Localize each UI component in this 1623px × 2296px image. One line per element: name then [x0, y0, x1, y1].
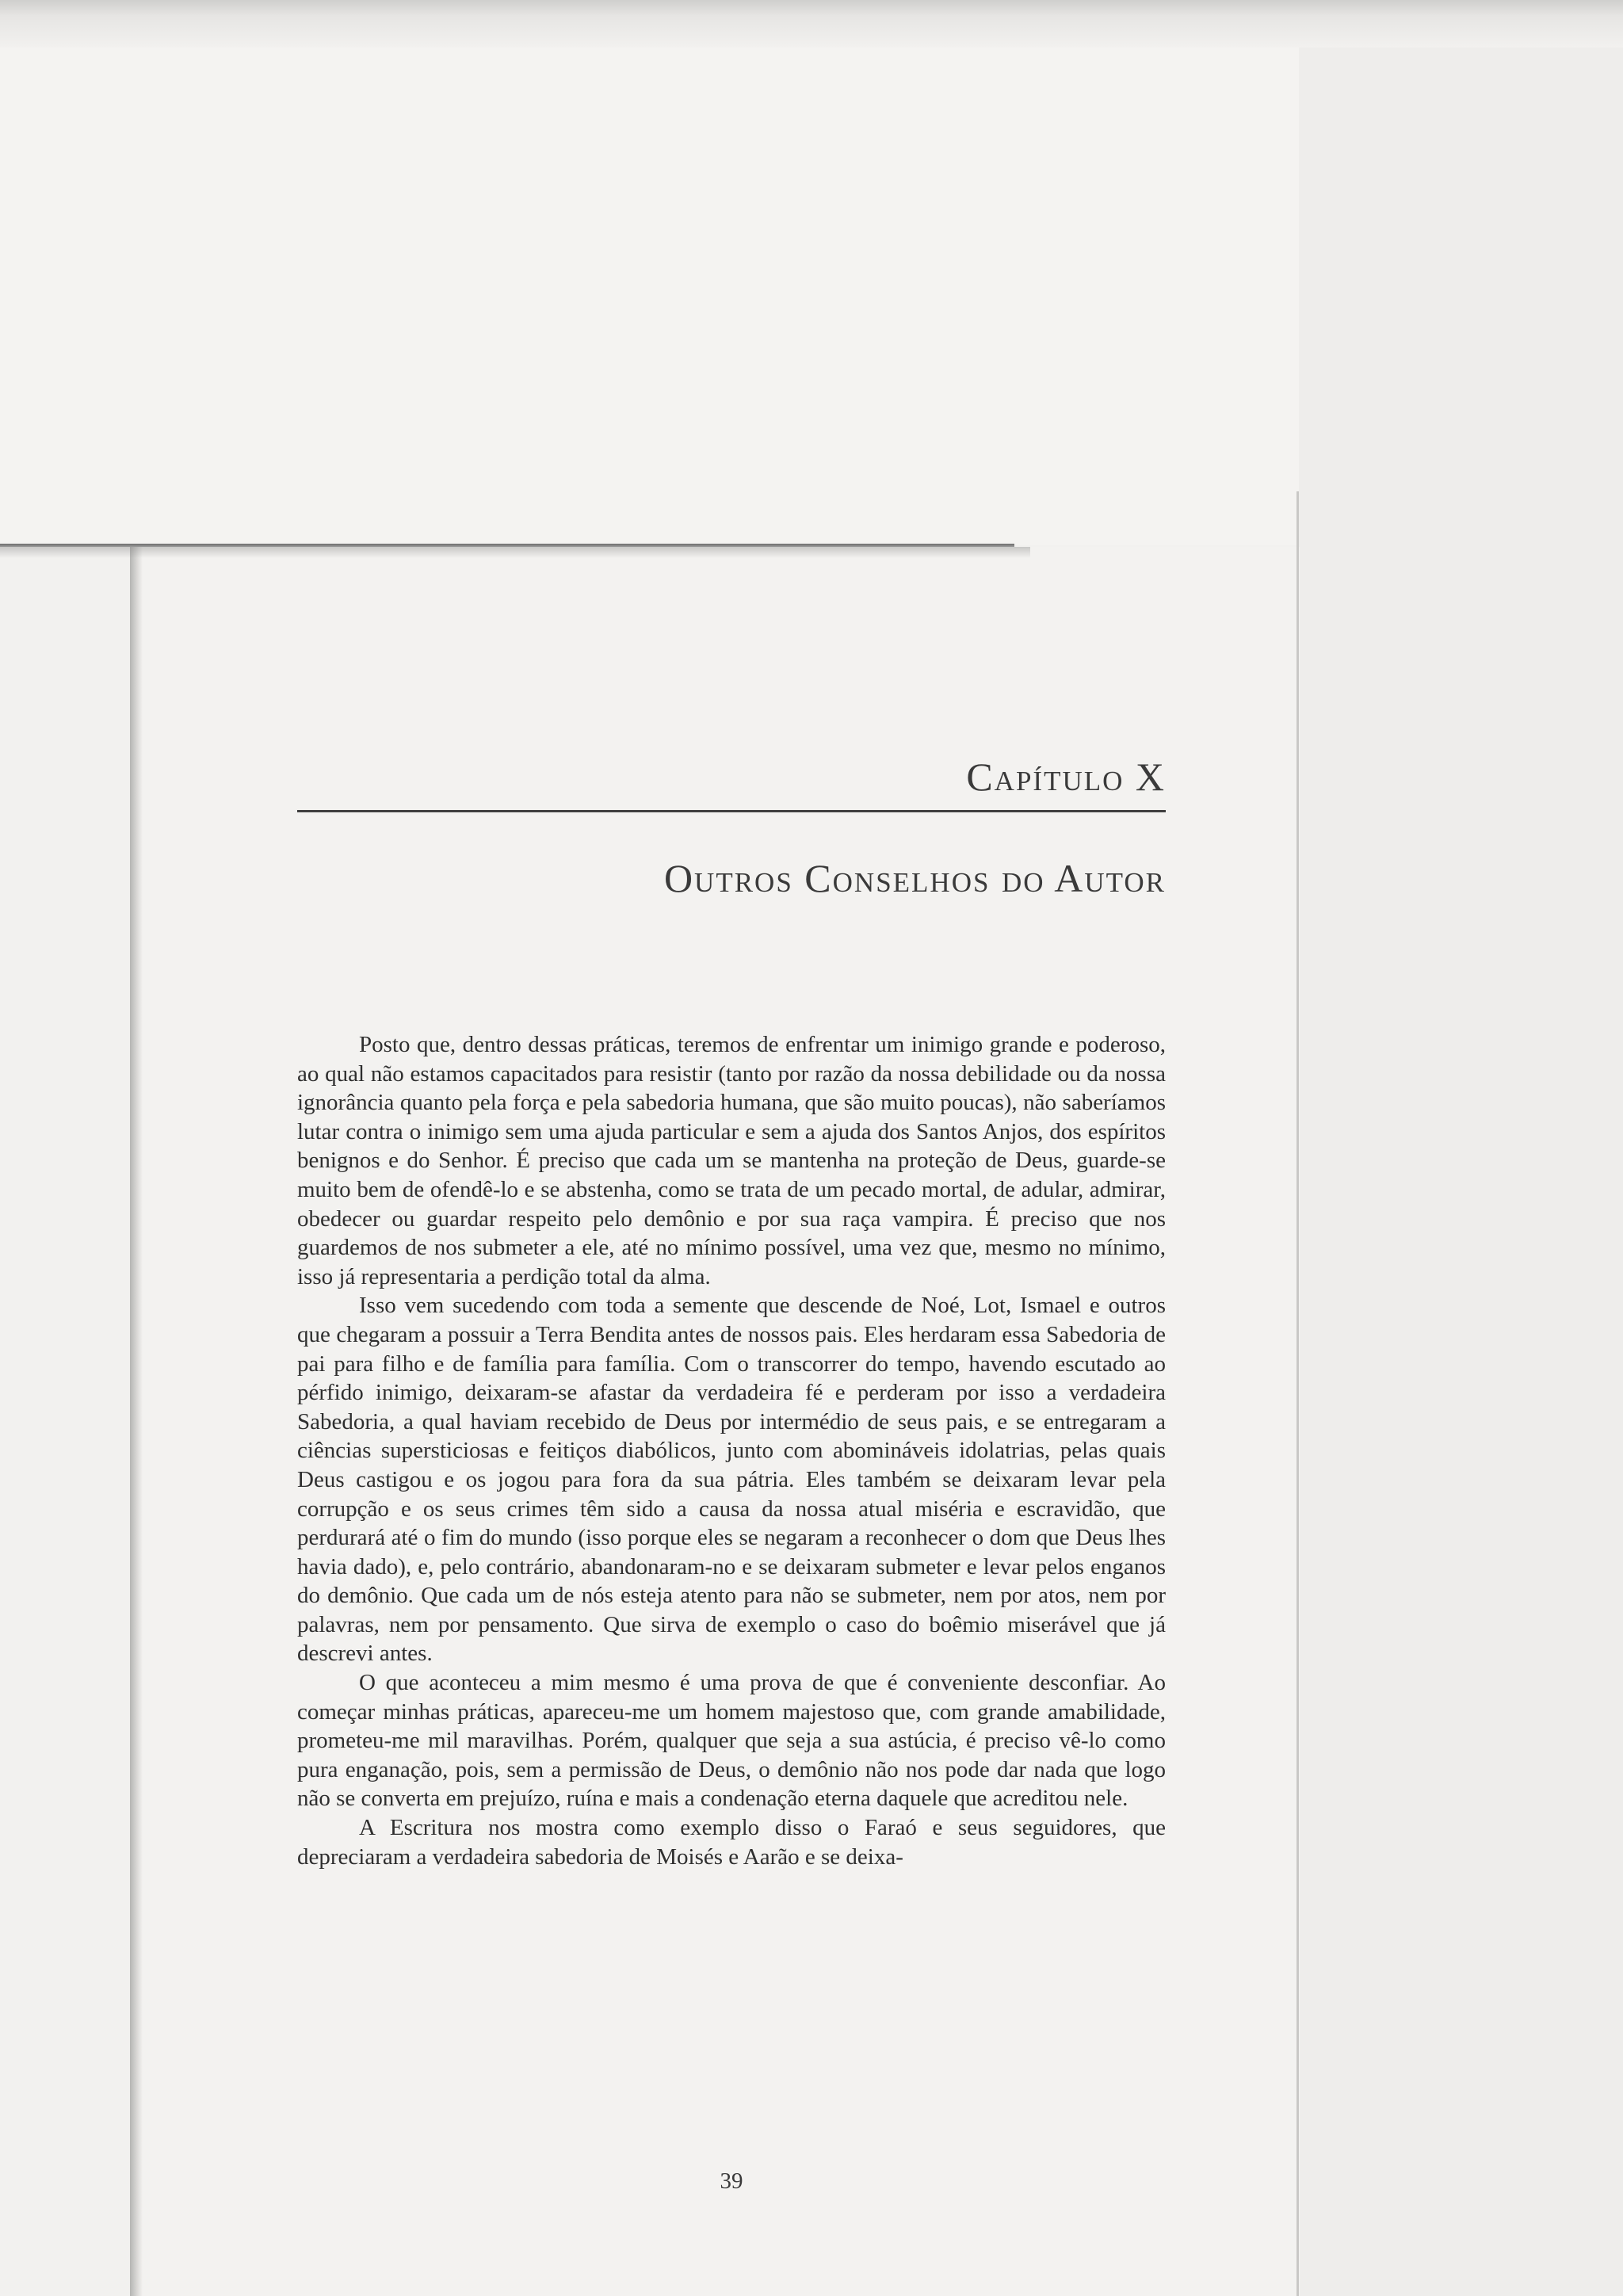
- paragraph: Posto que, dentro dessas práticas, teremos de enfrentar um inimigo grande e poderoso, ao qual não estamos capacitados para resistir (tanto por razão da nossa debilidade ou da nossa ignorância quanto pela força e pela sabedoria humana, que são muito poucas), não saberíamos lutar contra o inimigo sem uma ajuda particular e sem a ajuda dos Santos Anjos, dos espíritos benignos e do Senhor. É preciso que cada um se mantenha na proteção de Deus, guarde-se muito bem de ofendê-lo e se abstenha, como se trata de um pecado mortal, de adular, admirar, obedecer ou guardar respeito pelo demônio e por sua raça vampira. É preciso que nos guardemos de nos submeter a ele, até no mínimo possível, uma vez que, mesmo no mínimo, isso já representaria a perdição total da alma.: [297, 1032, 1166, 1289]
- page-number: 39: [720, 2168, 743, 2194]
- scan-top-edge: [0, 0, 1623, 48]
- chapter-rule: [297, 810, 1166, 812]
- body-text: [297, 1030, 1166, 1871]
- page-left-edge-shadow: [130, 547, 143, 2296]
- paragraph: Isso vem sucedendo com toda a semente que descende de Noé, Lot, Ismael e outros que chegaram a possuir a Terra Bendita antes de nossos pais. Eles herdaram essa Sabedoria de pai para filho e de família para família. Com o transcorrer do tempo, havendo escutado ao pérfido inimigo, deixaram-se afastar da verdadeira fé e perderam por isso a verdadeira Sabedoria, a qual haviam recebido de Deus por intermédio de seus pais, e se entregaram a ciências supersticiosas e feitiços diabólicos, junto com abomináveis idolatrias, pelas quais Deus castigou e os jogou para fora da sua pátria. Eles também se deixaram levar pela corrupção e os seus crimes têm sido a causa da nossa atual miséria e escravidão, que perdurará até o fim do mundo (isso porque eles se negaram a reconhecer o dom que Deus lhes havia dado), e, pelo contrário, abandonaram-no e se deixaram submeter e levar pelos enganos do demônio. Que cada um de nós esteja atento para não se submeter, nem por atos, nem por palavras, nem por pensamento. Que sirva de exemplo o caso do boêmio miserável que já descrevi antes.: [297, 1293, 1166, 1667]
- page-top-shadow: [0, 547, 1030, 558]
- scan-right-margin: [1299, 48, 1623, 2296]
- chapter-subtitle: Outros Conselhos do Autor: [663, 856, 1166, 900]
- underlying-sheet: [0, 48, 1300, 545]
- paragraph: A Escritura nos mostra como exemplo disso o Faraó e seus seguidores, que depreciaram a verdadeira sabedoria de Moisés e Aarão e se deixa-: [297, 1815, 1166, 1870]
- page-right-edge: [1296, 491, 1299, 2296]
- paragraph: O que aconteceu a mim mesmo é uma prova de que é conveniente desconfiar. Ao começar minhas práticas, apareceu-me um homem majestoso que, com grande amabilidade, prometeu-me mil maravilhas. Porém, qualquer que seja a sua astúcia, é preciso vê-lo como pura enganação, pois, sem a permissão de Deus, o demônio não nos pode dar nada que logo não se converta em prejuízo, ruína e mais a condenação eterna daquele que acreditou nele.: [297, 1670, 1166, 1812]
- chapter-title: Capítulo X: [966, 755, 1166, 799]
